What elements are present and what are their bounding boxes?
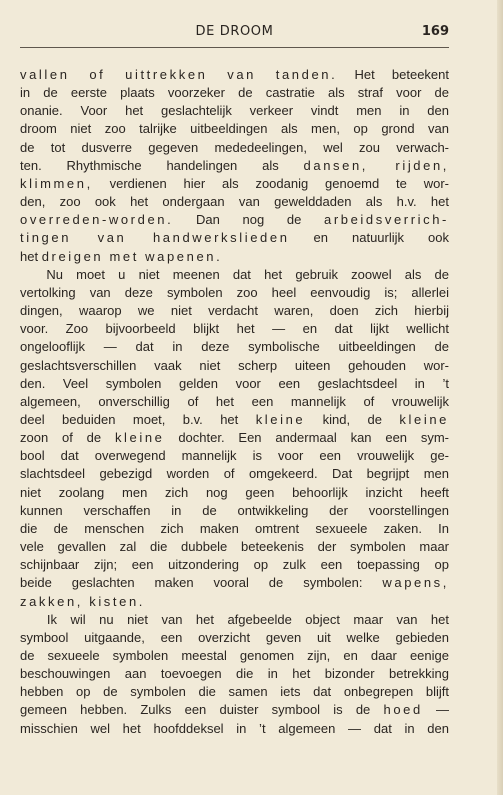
text-line <box>20 502 449 520</box>
text-line <box>20 447 449 465</box>
spaced-emphasis-text: zakken, kisten. <box>20 593 145 609</box>
text-line <box>20 66 449 84</box>
text-run: deel beduiden moet, b.v. het <box>20 411 256 427</box>
text-run: onanie. Voor het geslachtelijk verkeer vindt men in den <box>20 103 449 119</box>
text-run: vele gevallen zal die dubbele beteekenis der symbolen maar <box>20 539 449 555</box>
text-run: het <box>20 248 42 264</box>
text-line <box>20 357 449 375</box>
text-line <box>20 211 449 229</box>
text-run: kunnen verschaffen in de ontwikkeling der voorstellingen <box>20 502 449 518</box>
spaced-emphasis-text: kleine <box>399 411 449 427</box>
text-run: slachtsdeel gebezigd worden of omgekeerd. Dat begrijpt men <box>20 466 449 482</box>
text-line <box>20 429 449 447</box>
spaced-emphasis-text: kleine <box>114 430 165 446</box>
text-line <box>20 157 449 175</box>
text-line <box>20 375 449 393</box>
spaced-emphasis-text: arbeidsverrich- <box>324 212 449 228</box>
text-line <box>20 175 449 193</box>
text-run: droom niet zoo talrijke uitbeeldingen als men, op grond van <box>20 121 449 137</box>
spaced-emphasis-text: kleine <box>255 411 306 427</box>
text-line <box>20 338 449 356</box>
text-run: algemeen, onverschillig of het een mannelijk of vrouwelijk <box>20 393 449 409</box>
text-run: Ik wil nu niet van het afgebeelde object maar van het <box>20 611 449 627</box>
text-run: hebben op de symbolen die samen iets dat onbegrepen blijft <box>20 684 449 700</box>
text-line <box>20 120 449 138</box>
text-line <box>20 593 449 611</box>
text-run: symbool uitgaande, een overzicht geven uit welke gebieden <box>20 629 449 645</box>
text-run: gemeen hebben. Zulks een duister symbool is de <box>20 702 384 718</box>
spaced-emphasis-text: tingen van handwerkslieden <box>20 230 290 246</box>
text-run: in de eerste plaats voorzeker de castratie als straf voor de <box>20 85 449 101</box>
text-line <box>20 629 449 647</box>
text-run: misschien wel het hoofddeksel in ’t algemeen — dat in den <box>20 720 449 736</box>
text-run: kind, de <box>305 411 400 427</box>
text-line <box>20 556 449 574</box>
text-line <box>20 393 449 411</box>
text-line <box>20 538 449 556</box>
text-run: Dan nog de <box>173 212 325 228</box>
text-run: den, zoo ook het ondergaan van gewelddaden als h.v. het <box>20 194 449 210</box>
text-run: Nu moet u niet meenen dat het gebruik zoowel als de <box>20 266 449 282</box>
running-title: DE DROOM <box>195 24 274 39</box>
text-line <box>20 647 449 665</box>
spaced-emphasis-text: vallen of uittrekken van tanden. <box>20 67 338 82</box>
header-rule <box>20 47 449 48</box>
text-line <box>20 611 449 629</box>
spaced-emphasis-text: dreigen met wapenen. <box>41 248 223 264</box>
spaced-emphasis-text: dansen, rijden, <box>303 157 450 173</box>
text-run: vertolking van deze symbolen zoo heel eenvoudig is; allerlei <box>20 284 449 300</box>
text-run: ten. Rhythmische handelingen als <box>20 157 304 173</box>
text-line <box>20 248 449 266</box>
text-line <box>20 193 449 211</box>
text-run: dochter. Een andermaal kan een sym- <box>164 430 450 446</box>
text-line <box>20 701 449 719</box>
text-run: dingen, waarop we niet verdacht waren, doen zich hierbij <box>20 303 449 319</box>
text-run: ongelooflijk — dat in deze symbolische uitbeeldingen de <box>20 339 449 355</box>
text-run: Het beteekent <box>337 67 449 82</box>
text-run: bool dat overwegend mannelijk is voor een vrouwelijk ge- <box>20 448 449 464</box>
text-line <box>20 139 449 157</box>
running-head <box>20 24 449 48</box>
text-line <box>20 320 449 338</box>
body-text <box>20 66 449 738</box>
text-line <box>20 683 449 701</box>
text-line <box>20 465 449 483</box>
page-edge <box>497 0 503 795</box>
text-run: de sexueele symbolen meestal genomen zijn, en daar eenige <box>20 648 449 663</box>
text-line <box>20 520 449 538</box>
page-number: 169 <box>421 24 449 39</box>
text-run: beschouwingen aan toevoegen die in het bizonder betrekking <box>20 666 449 682</box>
text-run: de tot dusverre gegeven mededeelingen, wel zou verwach- <box>20 139 449 155</box>
text-run: beide geslachten maken vooral de symbolen: <box>20 575 383 591</box>
text-run: voor. Zoo bijvoorbeeld blijkt het — en dat lijkt wellicht <box>20 321 449 337</box>
spaced-emphasis-text: klimmen, <box>20 175 93 191</box>
text-line <box>20 266 449 284</box>
text-line <box>20 102 449 120</box>
text-line <box>20 720 449 738</box>
text-run: den. Veel symbolen gelden voor een geslachtsdeel in ’t <box>20 375 449 391</box>
text-run: schijnbaar zijn; een uitzondering op zulk een toepassing op <box>20 557 449 573</box>
text-line <box>20 302 449 320</box>
spaced-emphasis-text: overreden-worden. <box>20 212 174 228</box>
text-line <box>20 84 449 102</box>
text-run: niet zoolang men zich nog geen behoorlijk inzicht heeft <box>20 484 449 500</box>
text-line <box>20 284 449 302</box>
text-run: — <box>422 702 449 718</box>
spaced-emphasis-text: hoed <box>383 702 423 718</box>
text-line <box>20 229 449 247</box>
text-line <box>20 411 449 429</box>
text-run: en natuurlijk ook <box>289 230 449 246</box>
text-line <box>20 574 449 592</box>
text-line <box>20 665 449 683</box>
spaced-emphasis-text: wapens, <box>382 575 449 591</box>
text-run: geslachtsverschillen vaak niet scherp uiteen gehouden wor- <box>20 357 449 373</box>
text-run: verdienen hier als zoodanig genoemd te wor- <box>92 175 449 191</box>
text-run: die de menschen zich maken omtrent sexueele zaken. In <box>20 520 449 536</box>
text-run: zoon of de <box>20 430 115 446</box>
text-line <box>20 484 449 502</box>
